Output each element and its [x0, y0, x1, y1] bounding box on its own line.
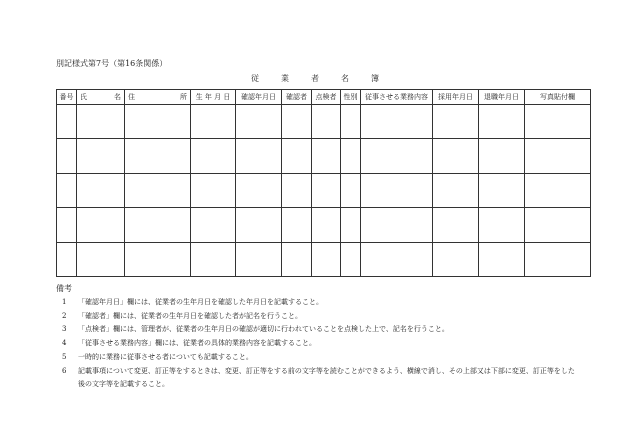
note-text: 「確認者」欄には、従業者の生年月日を確認した者が記名を行うこと。 — [78, 311, 302, 320]
note-number: 2 — [62, 311, 67, 320]
note-number: 5 — [62, 352, 67, 361]
note-text: 一時的に業務に従事させる者についても記載すること。 — [78, 352, 253, 361]
note-item — [56, 310, 576, 324]
header-hire-date: 採用年月日 — [433, 90, 479, 105]
note-item — [56, 296, 576, 310]
employee-register-table — [56, 89, 591, 277]
header-confirmer: 確認者 — [282, 90, 312, 105]
header-confirm-date: 確認年月日 — [236, 90, 282, 105]
header-leave-date: 退職年月日 — [479, 90, 525, 105]
note-item — [56, 337, 576, 351]
note-item — [56, 351, 576, 365]
title-char: 業 — [281, 74, 289, 83]
note-text: 記載事項について変更、訂正等をするときは、変更、訂正等をする前の文字等を読むことができるよう、横線で消し、その上部又は下部に変更、訂正等をした後の文字等を記載すること。 — [78, 366, 575, 389]
title-char: 従 — [251, 74, 259, 83]
note-number: 4 — [62, 339, 67, 348]
note-text: 「従事させる業務内容」欄には、従業者の具体的業務内容を記載すること。 — [78, 339, 316, 348]
header-address: 住 所 — [125, 90, 191, 105]
header-inspector: 点検者 — [312, 90, 341, 105]
note-item — [56, 323, 576, 337]
note-number: 3 — [62, 325, 67, 334]
notes-heading: 備考 — [56, 284, 72, 293]
notes-list — [56, 296, 576, 392]
title-char: 者 — [311, 74, 319, 83]
header-number: 番号 — [57, 90, 77, 105]
header-name: 氏 名 — [77, 90, 125, 105]
table-row — [57, 242, 591, 276]
document-title — [0, 73, 630, 84]
header-birthdate: 生 年 月 日 — [191, 90, 236, 105]
form-number: 別記様式第7号（第16条関係） — [56, 59, 168, 68]
note-number: 6 — [62, 366, 67, 375]
note-text: 「確認年月日」欄には、従業者の生年月日を確認した年月日を記載すること。 — [78, 298, 323, 306]
note-item — [56, 365, 576, 392]
header-duties: 従事させる業務内容 — [361, 90, 433, 105]
header-sex: 性別 — [341, 90, 361, 105]
note-number: 1 — [62, 298, 67, 306]
header-photo: 写真貼付欄 — [525, 90, 591, 105]
note-text: 「点検者」欄には、管理者が、従業者の生年月日の確認が適切に行われていることを点検した上で、記名を行うこと。 — [78, 325, 449, 334]
table-row — [57, 139, 591, 173]
title-char: 簿 — [371, 74, 379, 83]
title-char: 名 — [341, 74, 349, 83]
table-row — [57, 105, 591, 139]
table-row — [57, 173, 591, 207]
header-row — [57, 90, 591, 105]
table-row — [57, 208, 591, 242]
